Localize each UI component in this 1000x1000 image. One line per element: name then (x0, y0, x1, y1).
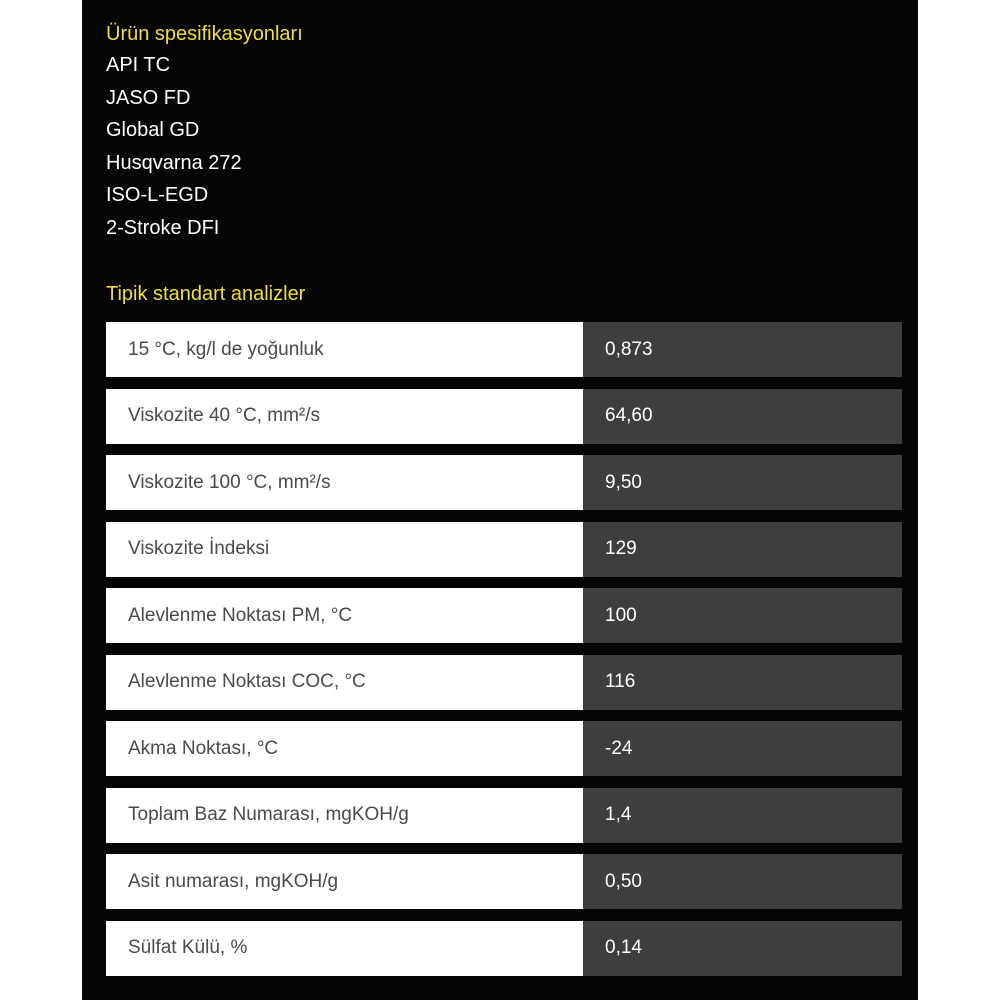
table-row (106, 854, 902, 909)
spec-item: API TC (106, 54, 171, 76)
analysis-heading: Tipik standart analizler (106, 283, 306, 305)
table-row (106, 389, 902, 444)
product-info-panel (82, 0, 918, 1000)
table-row (106, 522, 902, 577)
row-value: -24 (583, 721, 902, 776)
table-row (106, 455, 902, 510)
row-label: Toplam Baz Numarası, mgKOH/g (106, 788, 583, 843)
row-value: 0,50 (583, 854, 902, 909)
row-value: 0,14 (583, 921, 902, 976)
table-row (106, 322, 902, 377)
row-value: 64,60 (583, 389, 902, 444)
table-row (106, 655, 902, 710)
row-label: Viskozite İndeksi (106, 522, 583, 577)
table-row (106, 588, 902, 643)
spec-item: JASO FD (106, 86, 191, 109)
spec-heading: Ürün spesifikasyonları (106, 23, 303, 45)
row-label: 15 °C, kg/l de yoğunluk (106, 322, 583, 377)
spec-item: ISO-L-EGD (106, 184, 209, 206)
spec-item: Husqvarna 272 (106, 151, 242, 174)
row-value: 1,4 (583, 788, 902, 843)
row-label: Sülfat Külü, % (106, 921, 583, 976)
table-row (106, 721, 902, 776)
row-value: 129 (583, 522, 902, 577)
spec-list (106, 53, 242, 248)
row-value: 0,873 (583, 322, 902, 377)
analysis-table (106, 322, 902, 987)
row-value: 100 (583, 588, 902, 643)
spec-item: 2-Stroke DFI (106, 216, 220, 239)
row-label: Viskozite 100 °C, mm²/s (106, 455, 583, 510)
row-label: Asit numarası, mgKOH/g (106, 854, 583, 909)
row-value: 9,50 (583, 455, 902, 510)
row-label: Akma Noktası, °C (106, 721, 583, 776)
spec-item: Global GD (106, 119, 200, 141)
table-row (106, 788, 902, 843)
row-label: Alevlenme Noktası COC, °C (106, 655, 583, 710)
row-label: Alevlenme Noktası PM, °C (106, 588, 583, 643)
row-label: Viskozite 40 °C, mm²/s (106, 389, 583, 444)
table-row (106, 921, 902, 976)
row-value: 116 (583, 655, 902, 710)
